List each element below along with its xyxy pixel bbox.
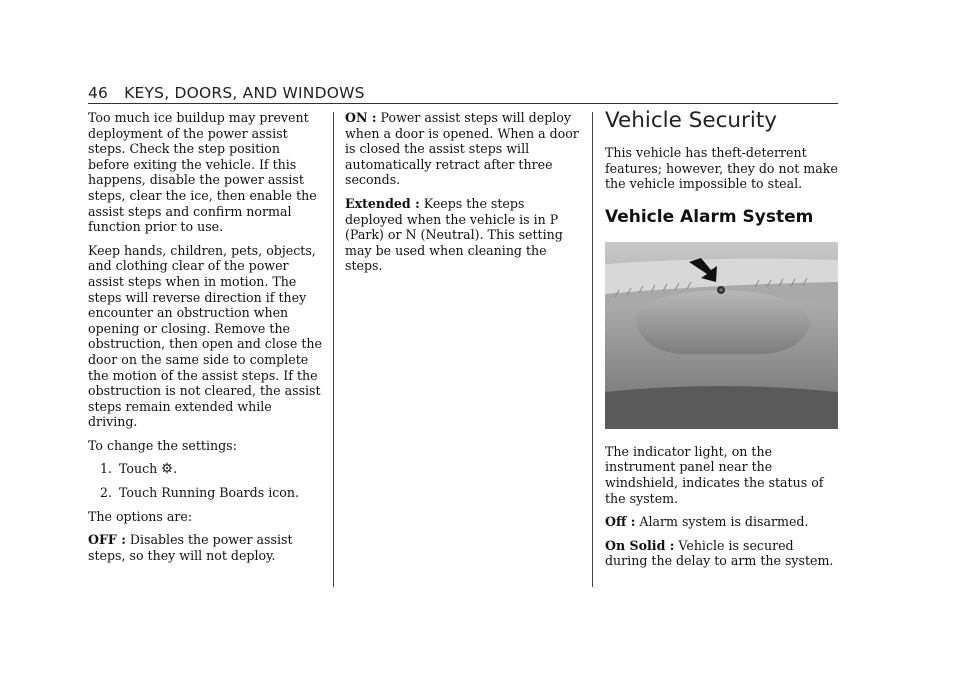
option-off: OFF : Disables the power assist steps, so they will not deploy. — [88, 532, 293, 563]
section-heading: Vehicle Security — [605, 108, 778, 133]
column-divider — [333, 112, 334, 587]
settings-steps — [88, 461, 324, 500]
option-on: ON : Power assist steps will deploy when a door is opened. When a door is closed the assist steps will automatically retract after three seconds. — [345, 110, 579, 188]
options-intro: The options are: — [88, 508, 193, 524]
column-2 — [345, 110, 581, 282]
settings-gear-icon — [161, 462, 173, 474]
step-1: 1. Touch . — [100, 461, 178, 477]
header-rule — [88, 103, 838, 104]
settings-intro: To change the settings: — [88, 437, 237, 453]
column-1 — [88, 110, 324, 571]
section-title: KEYS, DOORS, AND WINDOWS — [124, 84, 365, 102]
alarm-off: Off : Alarm system is disarmed. — [605, 514, 809, 530]
instrument-panel-photo — [605, 242, 838, 429]
column-divider — [592, 112, 593, 587]
page-number: 46 — [88, 84, 109, 102]
ice-warning-paragraph: Too much ice buildup may prevent deployment of the power assist steps. Check the step position before exiting the vehicle. If this happens, disable the power assist steps, clear the ice, then enable the assist steps and confirm normal function prior to use. — [88, 110, 317, 235]
safety-paragraph: Keep hands, children, pets, objects, and clothing clear of the power assist steps when in motion. The steps will reverse direction if they encounter an obstruction when opening or closing. Remove the obstruction, then open and close the door on the same side to complete the motion of the assist steps. If the obstruction is not cleared, the assist steps remain extended while driving. — [88, 242, 322, 430]
alarm-on-solid: On Solid : Vehicle is secured during the delay to arm the system. — [605, 537, 834, 569]
indicator-paragraph: The indicator light, on the instrument panel near the windshield, indicates the status of the system. — [605, 443, 824, 506]
subsection-heading: Vehicle Alarm System — [605, 206, 814, 227]
security-paragraph: This vehicle has theft-deterrent features; however, they do not make the vehicle impossible to steal. — [605, 145, 838, 192]
step-2: 2. Touch Running Boards icon. — [100, 485, 299, 501]
running-header — [88, 84, 365, 102]
option-extended: Extended : Keeps the steps deployed when the vehicle is in P (Park) or N (Neutral). This setting may be used when cleaning the steps. — [345, 195, 563, 274]
